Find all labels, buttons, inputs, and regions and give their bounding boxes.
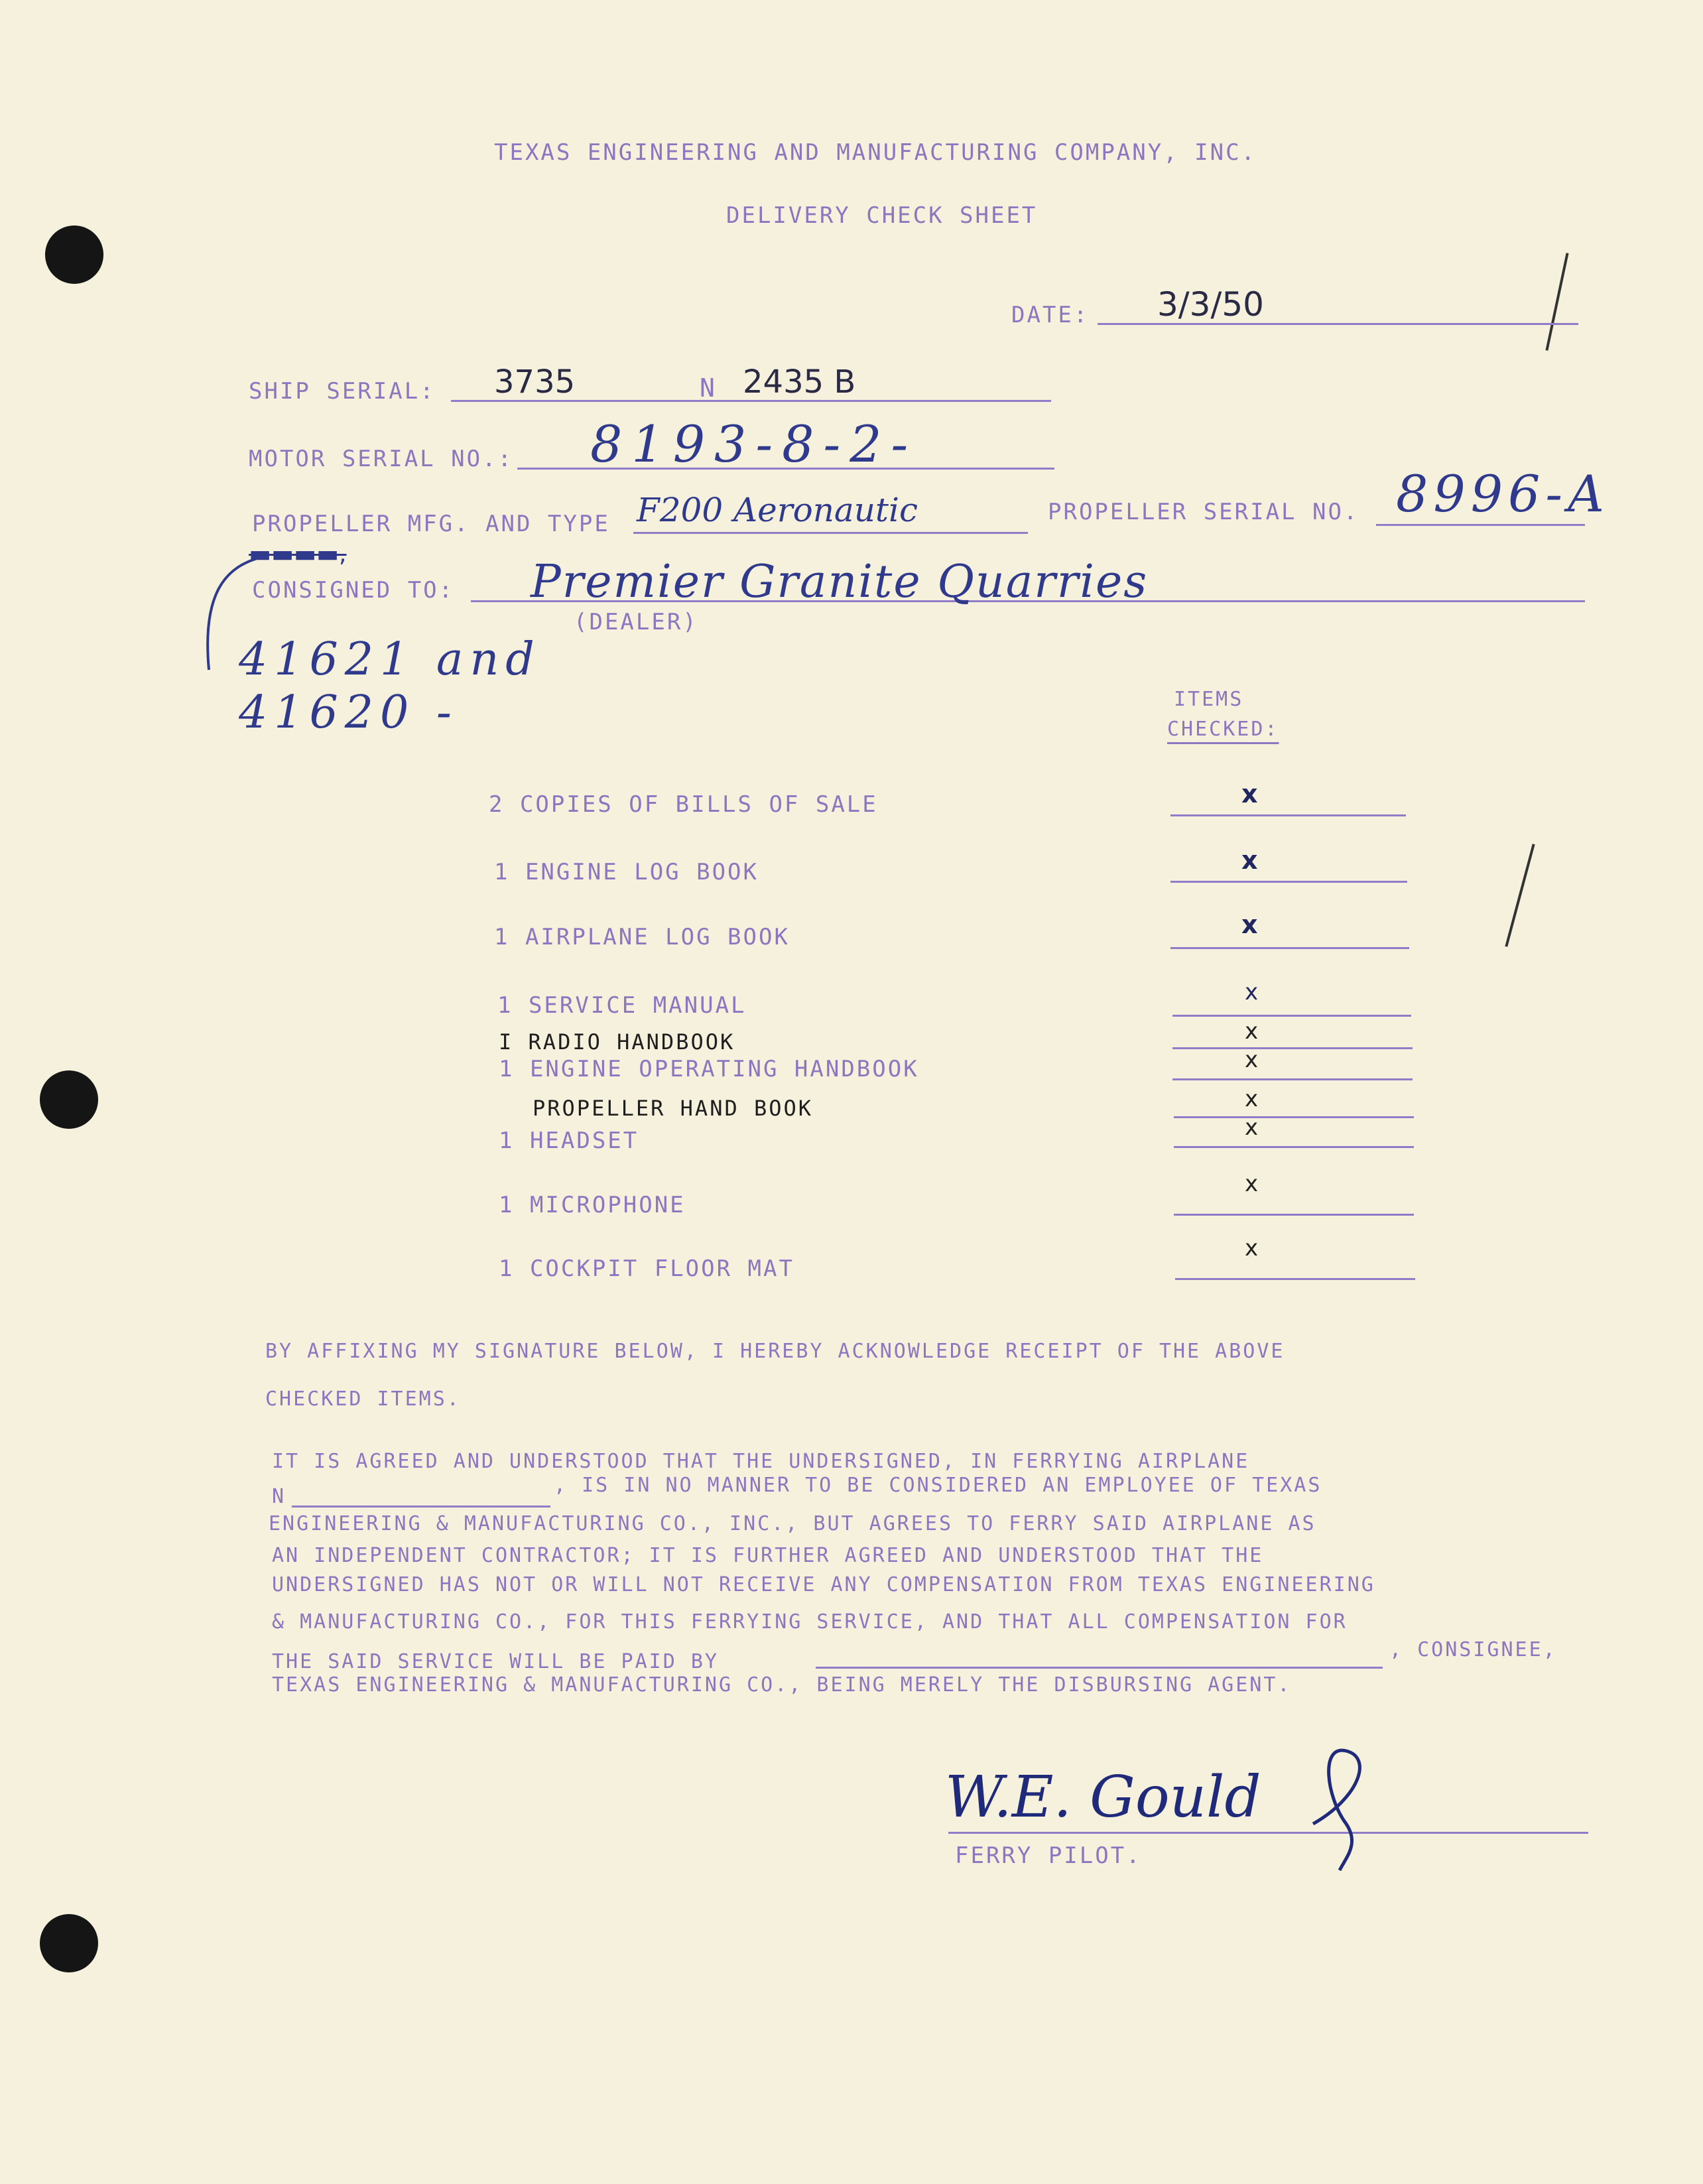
agreement-line1: IT IS AGREED AND UNDERSTOOD THAT THE UNDERSIGNED, IN FERRYING AIRPLANE xyxy=(272,1450,1250,1473)
sheet-title: DELIVERY CHECK SHEET xyxy=(726,202,1038,229)
checklist-item-headset: 1 HEADSET xyxy=(499,1127,639,1154)
checklist-item-engine-log-book: 1 ENGINE LOG BOOK xyxy=(494,859,759,885)
checklist-item-propeller-hand-book: PROPELLER HAND BOOK xyxy=(533,1096,814,1121)
n-value: 2435 B xyxy=(743,363,856,401)
acknowledgement-line2: CHECKED ITEMS. xyxy=(265,1387,461,1411)
check-mark-engine-log-book: x xyxy=(1241,846,1258,875)
agreement-line8: TEXAS ENGINEERING & MANUFACTURING CO., BEING MERELY THE DISBURSING AGENT. xyxy=(272,1673,1292,1697)
agreement-line7-end: , CONSIGNEE, xyxy=(1389,1638,1557,1661)
dealer-label: (DEALER) xyxy=(574,609,698,635)
check-line-microphone xyxy=(1174,1214,1414,1216)
agreement-line4: AN INDEPENDENT CONTRACTOR; IT IS FURTHER AGREED AND UNDERSTOOD THAT THE xyxy=(272,1544,1264,1567)
n-label: N xyxy=(700,373,717,403)
check-mark-service-manual: x xyxy=(1245,979,1259,1005)
check-mark-propeller-hand-book: x xyxy=(1245,1086,1259,1112)
punch-hole-top xyxy=(45,225,103,284)
handwritten-note-line2: 41620 - xyxy=(239,686,458,739)
checklist-item-bills-of-sale: 2 COPIES OF BILLS OF SALE xyxy=(489,791,878,818)
checklist-header-line1: ITEMS xyxy=(1174,688,1244,711)
agreement-line7-start: THE SAID SERVICE WILL BE PAID BY xyxy=(272,1650,719,1673)
ferry-pilot-signature: W.E. Gould xyxy=(945,1764,1261,1831)
consigned-label: CONSIGNED TO: xyxy=(252,577,455,604)
ship-serial-label: SHIP SERIAL: xyxy=(249,378,436,405)
check-line-cockpit-floor-mat xyxy=(1175,1278,1415,1280)
propeller-type-value: F200 Aeronautic xyxy=(637,491,918,529)
handwritten-note-line1: 41621 and xyxy=(239,633,541,686)
checklist-item-radio-handbook: I RADIO HANDBOOK xyxy=(499,1029,735,1055)
check-line-airplane-log-book xyxy=(1170,947,1409,949)
agreement-airplane-blank xyxy=(292,1506,550,1508)
struck-out-note: ▬▬▬▬, xyxy=(249,541,347,568)
check-mark-microphone: x xyxy=(1245,1171,1259,1197)
check-mark-airplane-log-book: x xyxy=(1241,910,1258,939)
motor-serial-value: 8193-8-2- xyxy=(590,415,918,474)
acknowledgement-line1: BY AFFIXING MY SIGNATURE BELOW, I HEREBY ACKNOWLEDGE RECEIPT OF THE ABOVE xyxy=(265,1340,1285,1363)
punch-hole-bottom xyxy=(40,1914,98,1972)
date-label: DATE: xyxy=(1011,302,1090,328)
agreement-line2: , IS IN NO MANNER TO BE CONSIDERED AN EMPLOYEE OF TEXAS xyxy=(554,1474,1322,1497)
checklist-item-engine-operating-handbook: 1 ENGINE OPERATING HANDBOOK xyxy=(499,1056,919,1082)
propeller-serial-line xyxy=(1376,524,1585,526)
agreement-line2-n: N xyxy=(272,1485,286,1508)
agreement-line3: ENGINEERING & MANUFACTURING CO., INC., BUT AGREES TO FERRY SAID AIRPLANE AS xyxy=(269,1512,1316,1535)
propeller-serial-label: PROPELLER SERIAL NO. xyxy=(1048,499,1359,525)
check-line-engine-log-book xyxy=(1170,881,1407,883)
check-line-engine-operating-handbook xyxy=(1172,1078,1413,1080)
ship-serial-value: 3735 xyxy=(494,363,576,401)
pencil-mark-top-right xyxy=(1545,253,1568,351)
signature-line xyxy=(948,1832,1588,1834)
motor-serial-label: MOTOR SERIAL NO.: xyxy=(249,446,513,472)
agreement-line5: UNDERSIGNED HAS NOT OR WILL NOT RECEIVE ANY COMPENSATION FROM TEXAS ENGINEERING xyxy=(272,1573,1375,1596)
pencil-mark-middle-right xyxy=(1505,844,1535,947)
propeller-type-line xyxy=(633,532,1028,534)
checklist-item-airplane-log-book: 1 AIRPLANE LOG BOOK xyxy=(494,924,790,950)
checklist-item-cockpit-floor-mat: 1 COCKPIT FLOOR MAT xyxy=(499,1255,794,1282)
agreement-paid-by-blank xyxy=(816,1667,1383,1669)
check-line-bills-of-sale xyxy=(1170,814,1406,816)
agreement-line6: & MANUFACTURING CO., FOR THIS FERRYING SERVICE, AND THAT ALL COMPENSATION FOR xyxy=(272,1610,1348,1634)
checklist-item-service-manual: 1 SERVICE MANUAL xyxy=(497,992,747,1019)
consigned-value: Premier Granite Quarries xyxy=(531,556,1149,608)
ferry-pilot-label: FERRY PILOT. xyxy=(955,1842,1142,1869)
checklist-item-microphone: 1 MICROPHONE xyxy=(499,1192,686,1218)
check-line-radio-handbook xyxy=(1172,1047,1413,1049)
check-mark-radio-handbook: x xyxy=(1245,1018,1259,1045)
check-mark-headset: x xyxy=(1245,1114,1259,1141)
check-mark-cockpit-floor-mat: x xyxy=(1245,1235,1259,1261)
punch-hole-middle xyxy=(40,1070,98,1129)
date-value: 3/3/50 xyxy=(1157,285,1264,324)
propeller-type-label: PROPELLER MFG. AND TYPE xyxy=(252,511,610,537)
propeller-serial-value: 8996-A xyxy=(1396,464,1609,523)
check-line-headset xyxy=(1174,1146,1414,1148)
signature-flourish xyxy=(1300,1744,1386,1877)
check-line-propeller-hand-book xyxy=(1174,1116,1414,1118)
check-line-service-manual xyxy=(1172,1015,1411,1017)
check-mark-bills-of-sale: x xyxy=(1241,779,1258,808)
check-mark-engine-operating-handbook: x xyxy=(1245,1047,1259,1073)
company-name: TEXAS ENGINEERING AND MANUFACTURING COMPANY, INC. xyxy=(494,139,1257,166)
checklist-header-line2: CHECKED: xyxy=(1167,718,1279,741)
